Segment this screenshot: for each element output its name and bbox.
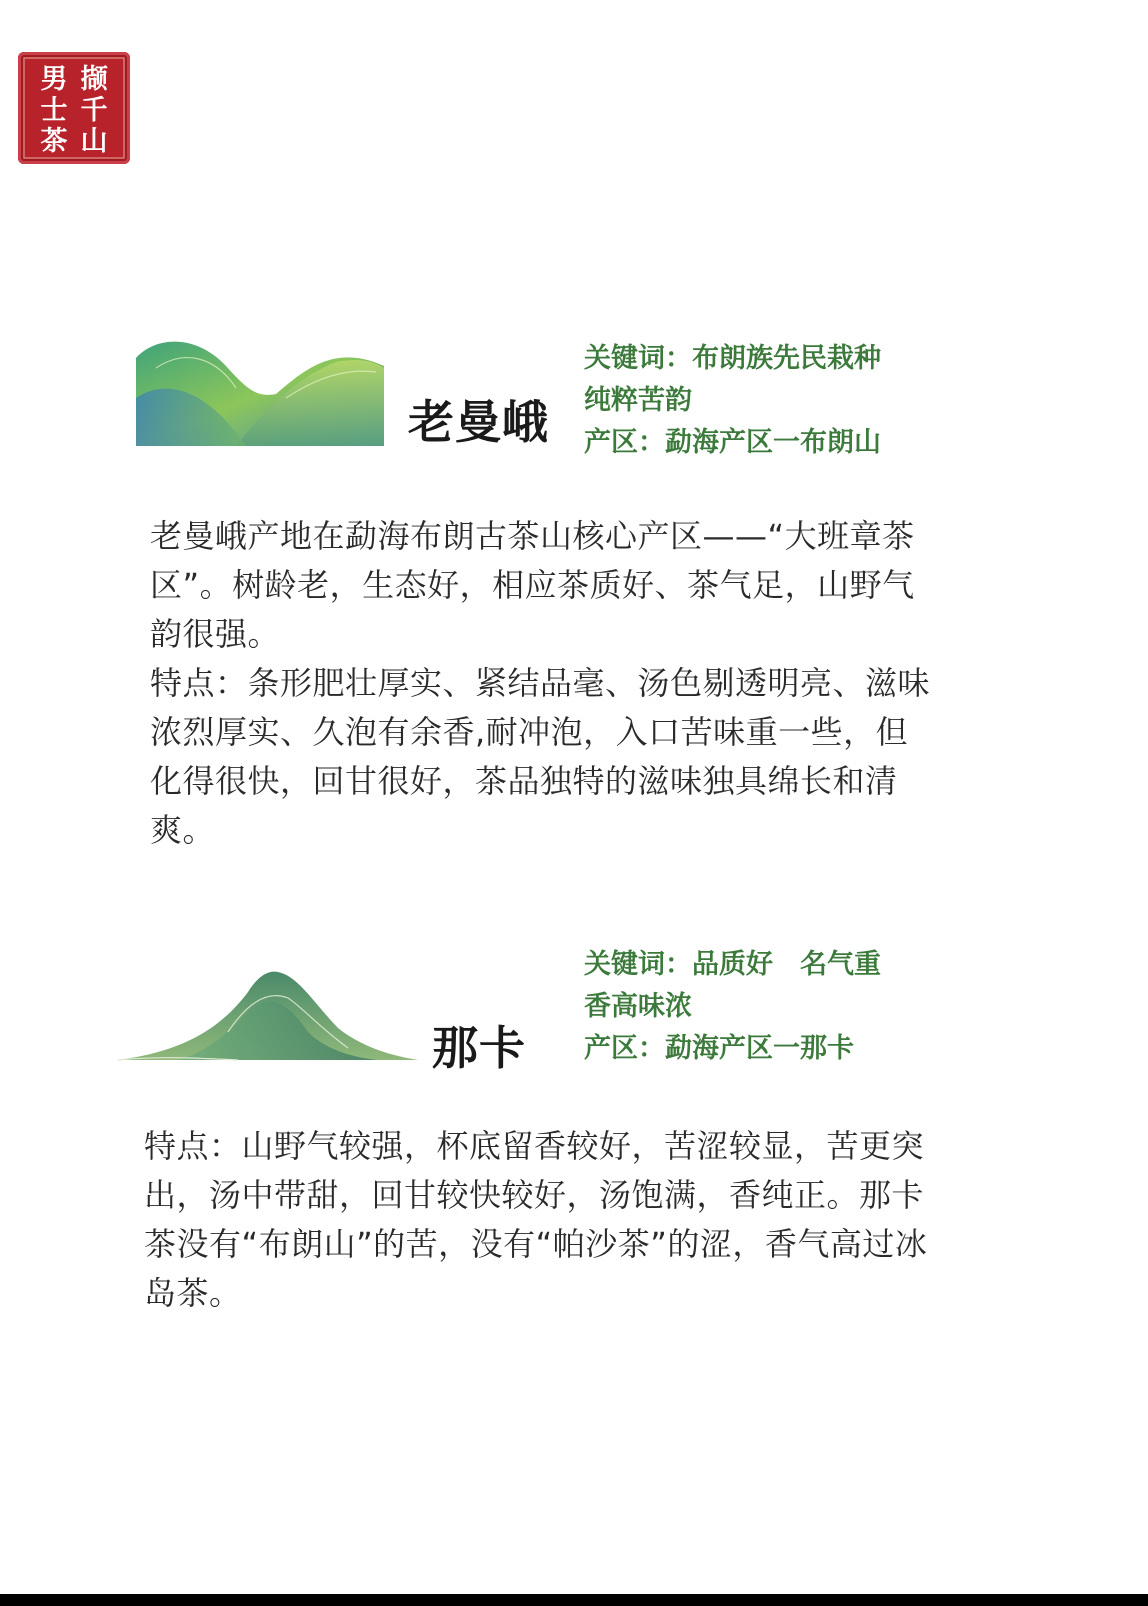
svg-text:男: 男 (40, 64, 68, 95)
section-body (144, 1122, 944, 1318)
keyword-line: 关键词：品质好 名气重 (584, 949, 881, 980)
svg-text:千: 千 (80, 95, 108, 126)
svg-text:茶: 茶 (40, 126, 68, 157)
keyword-line: 关键词：布朗族先民栽种 (584, 343, 881, 374)
mountain-illustration-icon (118, 962, 418, 1064)
region-line: 产区：勐海产区一布朗山 (584, 427, 881, 458)
keyword-line: 香高味浓 (584, 991, 692, 1022)
section-title: 老曼峨 (408, 395, 549, 449)
keyword-line: 纯粹苦韵 (584, 385, 692, 416)
region-line: 产区：勐海产区一那卡 (584, 1033, 854, 1064)
seal-logo (18, 52, 130, 164)
section-body (150, 512, 940, 855)
paragraph: 特点：山野气较强，杯底留香较好，苦涩较显，苦更突出，汤中带甜，回甘较快较好，汤饱满，香纯正。那卡茶没有“布朗山”的苦，没有“帕沙茶”的涩，香气高过冰岛茶。 (144, 1127, 928, 1312)
bottom-divider (0, 1594, 1148, 1606)
paragraph: 老曼峨产地在勐海布朗古茶山核心产区——“大班章茶区”。树龄老，生态好，相应茶质好、茶气足，山野气韵很强。 (150, 517, 915, 653)
svg-text:士: 士 (40, 95, 68, 126)
mountain-illustration-icon (136, 338, 384, 446)
section-title: 那卡 (432, 1021, 526, 1075)
svg-text:撷: 撷 (80, 64, 108, 95)
keyword-box (584, 944, 881, 1070)
keyword-box (584, 338, 881, 464)
svg-text:山: 山 (80, 126, 108, 157)
paragraph: 特点：条形肥壮厚实、紧结品毫、汤色剔透明亮、滋味浓烈厚实、久泡有余香,耐冲泡，入口苦味重一些，但化得很快，回甘很好，茶品独特的滋味独具绵长和清爽。 (150, 664, 931, 849)
